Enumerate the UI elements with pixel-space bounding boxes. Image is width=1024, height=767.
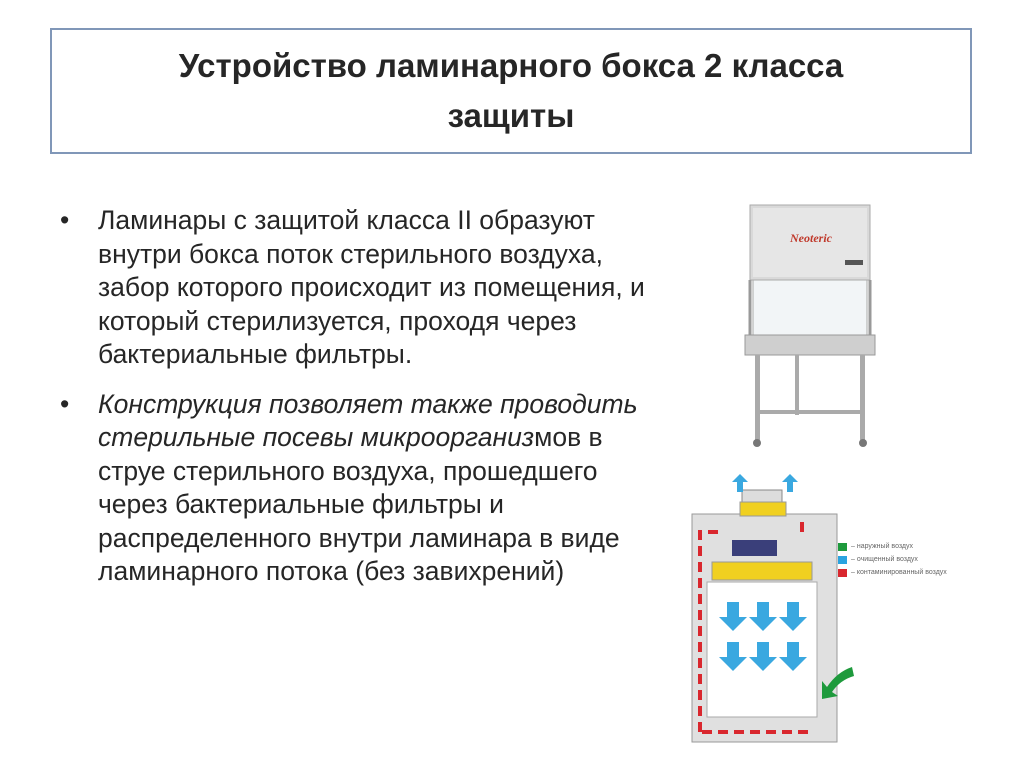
- bullet-symbol: •: [60, 205, 70, 235]
- bullet-text: Ламинары с защитой класса II образуют внутри бокса поток стерильного воздуха, забор которого происходит из помещения, и который стерилизуется, проходя через бактериальные фильтры.: [98, 205, 645, 369]
- bullet-text: мов в струе стерильного воздуха, прошедшего через бактериальные фильтры и распределенного внутри ламинара в виде ламинарного потока (без завихрений): [98, 422, 620, 586]
- bullet-item: [60, 388, 645, 589]
- legend-label: – контаминированный воздух: [851, 569, 947, 576]
- legend-swatch: [838, 569, 847, 577]
- legend-label: – наружный воздух: [851, 543, 914, 550]
- laminar-cabinet-photo: [735, 200, 885, 450]
- legend: [838, 540, 947, 579]
- legend-item: [838, 540, 947, 553]
- bullet-list: [60, 204, 645, 605]
- slide-title: Устройство ламинарного бокса 2 класса защиты: [178, 47, 844, 134]
- bullet-symbol: •: [60, 388, 70, 419]
- legend-label: – очищенный воздух: [851, 556, 918, 563]
- airflow-diagram: [662, 472, 1012, 747]
- legend-swatch: [838, 556, 847, 564]
- legend-item: [838, 566, 947, 579]
- legend-item: [838, 553, 947, 566]
- brand-logo: Neoteric: [790, 231, 832, 245]
- legend-swatch: [838, 543, 847, 551]
- bullet-item: [60, 204, 645, 372]
- title-box: [50, 28, 972, 154]
- bullet-text-italic: Конструкция позволяет также проводить стерильные посевы микроорганиз: [98, 388, 638, 452]
